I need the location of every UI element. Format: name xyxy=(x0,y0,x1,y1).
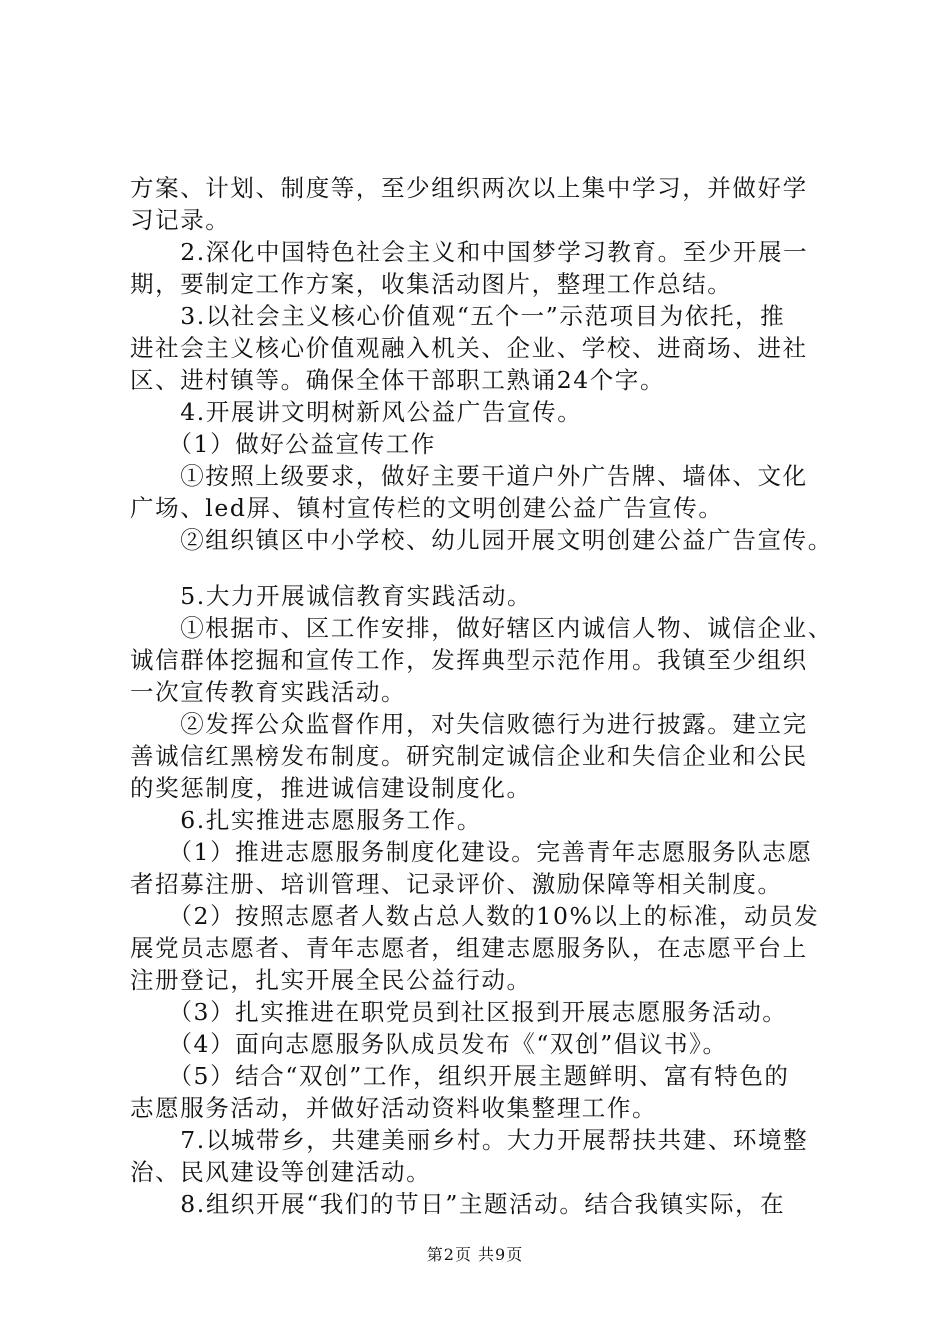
text-line: 习记录。 xyxy=(130,206,231,234)
text-line: 期，要制定工作方案，收集活动图片，整理工作总结。 xyxy=(130,270,733,298)
text-line: 注册登记，扎实开展全民公益行动。 xyxy=(130,966,532,994)
text-line: （4）面向志愿服务队成员发布《“双创”倡议书》。 xyxy=(130,1030,728,1058)
text-line: 进社会主义核心价值观融入机关、企业、学校、进商场、进社 xyxy=(130,334,808,362)
text-line: 诚信群体挖掘和宣传工作，发挥典型示范作用。我镇至少组织 xyxy=(130,646,808,674)
text-line: 4.开展讲文明树新风公益广告宣传。 xyxy=(130,398,583,426)
text-line: 的奖惩制度，推进诚信建设制度化。 xyxy=(130,774,532,802)
text-line: 2.深化中国特色社会主义和中国梦学习教育。至少开展一 xyxy=(130,238,809,266)
text-line: 5.大力开展诚信教育实践活动。 xyxy=(130,582,533,610)
text-line: ②组织镇区中小学校、幼儿园开展文明创建公益广告宣传。 xyxy=(130,526,833,554)
document-body xyxy=(130,172,833,1220)
text-line: 善诚信红黑榜发布制度。研究制定诚信企业和失信企业和公民 xyxy=(130,742,808,770)
text-line: 区、进村镇等。确保全体干部职工熟诵24个字。 xyxy=(130,366,666,394)
text-line: ①按照上级要求，做好主要干道户外广告牌、墙体、文化 xyxy=(130,462,808,490)
text-line: （2）按照志愿者人数占总人数的10%以上的标准，动员发 xyxy=(130,902,820,930)
text-line: 展党员志愿者、青年志愿者，组建志愿服务队，在志愿平台上 xyxy=(130,934,808,962)
text-line: ②发挥公众监督作用，对失信败德行为进行披露。建立完 xyxy=(130,710,808,738)
text-line: 志愿服务活动，并做好活动资料收集整理工作。 xyxy=(130,1094,658,1122)
text-line: ①根据市、区工作安排，做好辖区内诚信人物、诚信企业、 xyxy=(130,614,833,642)
text-line: 广场、led屏、镇村宣传栏的文明创建公益广告宣传。 xyxy=(130,494,724,522)
text-line: 8.组织开展“我们的节日”主题活动。结合我镇实际，在 xyxy=(130,1190,786,1218)
text-line: （1）做好公益宣传工作 xyxy=(130,430,437,458)
text-line: 3.以社会主义核心价值观“五个一”示范项目为依托，推 xyxy=(130,302,786,330)
text-line: （5）结合“双创”工作，组织开展主题鲜明、富有特色的 xyxy=(130,1062,790,1090)
text-line: 者招募注册、培训管理、记录评价、激励保障等相关制度。 xyxy=(130,870,783,898)
page-number-footer: 第2页 共9页 xyxy=(426,1245,524,1264)
text-line: 方案、计划、制度等，至少组织两次以上集中学习，并做好学 xyxy=(130,174,808,202)
text-line: （1）推进志愿服务制度化建设。完善青年志愿服务队志愿 xyxy=(130,838,813,866)
paragraph-gap xyxy=(130,556,830,580)
text-line: 6.扎实推进志愿服务工作。 xyxy=(130,806,482,834)
text-line: 一次宣传教育实践活动。 xyxy=(130,678,407,706)
text-line: 7.以城带乡，共建美丽乡村。大力开展帮扶共建、环境整 xyxy=(130,1126,809,1154)
text-line: 治、民风建设等创建活动。 xyxy=(130,1158,432,1186)
text-line: （3）扎实推进在职党员到社区报到开展志愿服务活动。 xyxy=(130,998,788,1026)
